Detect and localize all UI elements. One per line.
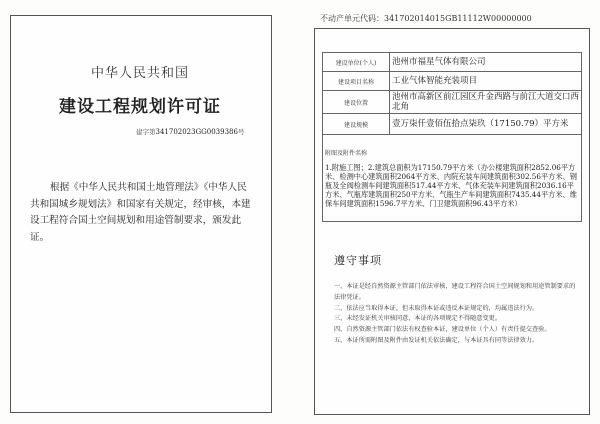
cert-country: 中华人民共和国 — [90, 66, 189, 81]
cert-number-value: 341702023GG0039386 — [155, 128, 238, 136]
row-label: 建设规模 — [323, 114, 390, 135]
note-item: 四、自然资源主管部门依法有权查验本证，建设单位（个人）有责任提交查验。 — [334, 326, 551, 334]
table-row — [323, 72, 582, 91]
cert-number-suffix: 号 — [237, 128, 245, 136]
table-row — [323, 53, 582, 72]
note-item: 二、依法应当取得本证，但未取得本证或违反本证规定的，均属违法行为。 — [334, 304, 539, 312]
table-row — [323, 91, 582, 114]
row-value: 壹万柒仟壹佰伍拾点柒玖（17150.79）平方米 — [390, 114, 582, 135]
row-value: 工业气体智能充装项目 — [390, 72, 582, 91]
cert-body-text: 根据《中华人民共和国土地管理法》《中华人民共和国城乡规划法》和国家有关规定，经审核，本建设工程符合国土空间规划和用途管制要求，颁发此证。 — [30, 182, 251, 243]
row-value: 池州市福星气体有限公司 — [390, 53, 582, 72]
row-label: 建设项目名称 — [323, 72, 390, 91]
cert-number-label: 建字第 — [136, 128, 156, 136]
notes-list — [334, 282, 580, 347]
row-value: 池州市高新区前江园区升金西路与前江大道交口西北角 — [390, 91, 582, 114]
note-item: 一、本证是经自然资源主管部门依法审核，建设工程符合国土空间规划和用途管制要求的法律凭证。 — [334, 283, 576, 301]
notes-title: 遵守事项 — [334, 254, 382, 267]
project-info-table — [322, 52, 582, 222]
cert-title: 建设工程规划许可证 — [59, 97, 221, 117]
row-label: 建设单位(个人) — [323, 53, 390, 72]
note-item: 三、未经发证机关审核同意，本证的各项规定不得随意变更。 — [334, 315, 502, 323]
cert-number — [136, 127, 244, 136]
attachments-cell — [323, 135, 582, 222]
attachments-label: 附图及附件名称 — [325, 150, 368, 157]
note-item: 五、本证所需附图及附件由发证机关依法确定，与本证具有同等法律效力。 — [334, 336, 539, 344]
table-row — [323, 114, 582, 135]
attachments-row — [323, 135, 582, 222]
real-estate-unit-code: 不动产单元代码：341702014015GB11112W00000000 — [320, 14, 532, 23]
row-label: 建设位置 — [323, 91, 390, 114]
attachments-text: 1.附施工图；2.建筑总面积为17150.79平方米（办公楼建筑面积2852.06平方米、检测中心建筑面积2064平方米、内院充装车间建筑面积302.56平方米、钢瓶及全阀检测车间建筑面积517.44平方米、气体充装车间建筑面积2036.16平方米、气瓶库建筑面积250平方米、气瓶生产车间建筑面积7435.44平方米、维保车间建筑面积1596.7平方米、门卫建筑面积96.43平方米） — [325, 163, 577, 208]
